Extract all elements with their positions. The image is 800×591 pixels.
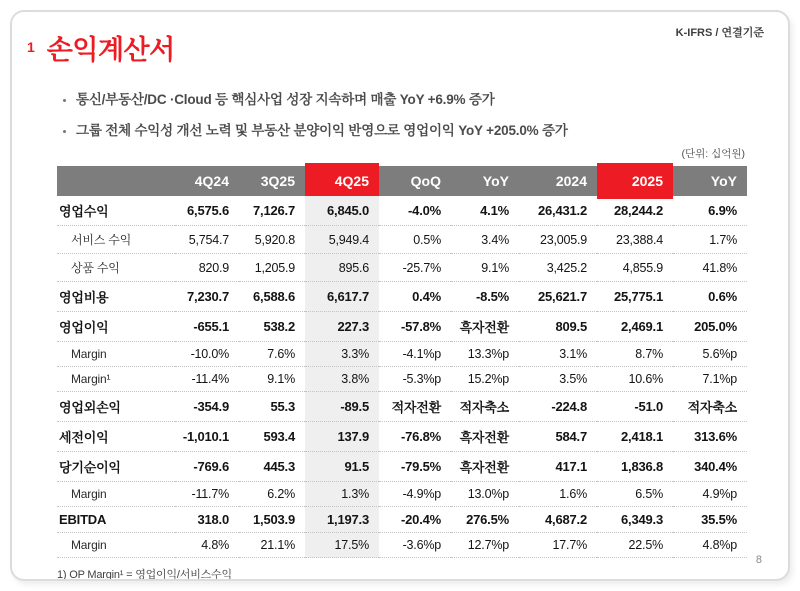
cell: -3.6%p (379, 533, 451, 558)
column-header: 4Q25 (305, 166, 379, 196)
column-header: 2024 (519, 166, 597, 196)
bullet-item: • 그룹 전체 수익성 개선 노력 및 부동산 분양이익 반영으로 영업이익 YoY +205.0% 증가 (76, 119, 748, 139)
cell: -79.5% (379, 452, 451, 482)
cell: 6,575.6 (175, 196, 239, 226)
cell: 445.3 (239, 452, 305, 482)
cell: 820.9 (175, 254, 239, 282)
page-number: 8 (755, 554, 762, 566)
cell: 809.5 (519, 312, 597, 342)
row-label: 당기순이익 (57, 452, 175, 482)
cell: 25,621.7 (519, 282, 597, 312)
cell: 6.9% (673, 196, 747, 226)
cell: 35.5% (673, 507, 747, 533)
table-row (57, 254, 747, 282)
cell: -89.5 (305, 392, 379, 422)
table-row (57, 282, 747, 312)
cell: -51.0 (597, 392, 673, 422)
table-row (57, 342, 747, 367)
cell: 4,687.2 (519, 507, 597, 533)
cell: 6,588.6 (239, 282, 305, 312)
cell: 7,126.7 (239, 196, 305, 226)
cell: 13.0%p (451, 482, 519, 507)
cell: 적자축소 (451, 392, 519, 422)
cell: 5,920.8 (239, 226, 305, 254)
cell: 4.9%p (673, 482, 747, 507)
cell: 1.3% (305, 482, 379, 507)
cell: 6.5% (597, 482, 673, 507)
row-label: 서비스 수익 (57, 226, 175, 254)
cell: -5.3%p (379, 367, 451, 392)
cell: 313.6% (673, 422, 747, 452)
row-label: 영업수익 (57, 196, 175, 226)
cell: 3.5% (519, 367, 597, 392)
cell: 538.2 (239, 312, 305, 342)
slide-number-badge: 1 (27, 39, 35, 55)
column-header: YoY (673, 166, 747, 196)
cell: 3.3% (305, 342, 379, 367)
cell: -8.5% (451, 282, 519, 312)
cell: 적자축소 (673, 392, 747, 422)
table-row (57, 533, 747, 558)
column-header: QoQ (379, 166, 451, 196)
cell: 17.5% (305, 533, 379, 558)
cell: 흑자전환 (451, 312, 519, 342)
table-row (57, 196, 747, 226)
column-header: 3Q25 (239, 166, 305, 196)
table-row (57, 312, 747, 342)
cell: -4.9%p (379, 482, 451, 507)
cell: 7,230.7 (175, 282, 239, 312)
cell: -4.1%p (379, 342, 451, 367)
cell: -11.7% (175, 482, 239, 507)
row-label: 영업이익 (57, 312, 175, 342)
cell: 13.3%p (451, 342, 519, 367)
cell: -76.8% (379, 422, 451, 452)
column-header: 4Q24 (175, 166, 239, 196)
cell: -57.8% (379, 312, 451, 342)
cell: 1,503.9 (239, 507, 305, 533)
row-label: 영업외손익 (57, 392, 175, 422)
cell: -1,010.1 (175, 422, 239, 452)
cell: 5.6%p (673, 342, 747, 367)
table-row (57, 226, 747, 254)
cell: 23,388.4 (597, 226, 673, 254)
cell: 흑자전환 (451, 452, 519, 482)
cell: 9.1% (451, 254, 519, 282)
table-header-row (57, 166, 747, 196)
row-label: 영업비용 (57, 282, 175, 312)
cell: -354.9 (175, 392, 239, 422)
cell: 417.1 (519, 452, 597, 482)
title-row (27, 36, 175, 66)
table-section (57, 146, 747, 581)
column-header: 2025 (597, 166, 673, 196)
cell: 3.8% (305, 367, 379, 392)
cell: 4,855.9 (597, 254, 673, 282)
cell: 276.5% (451, 507, 519, 533)
cell: -224.8 (519, 392, 597, 422)
row-label: Margin (57, 342, 175, 367)
cell: 584.7 (519, 422, 597, 452)
cell: 0.6% (673, 282, 747, 312)
cell: 6,349.3 (597, 507, 673, 533)
cell: 205.0% (673, 312, 747, 342)
row-label: EBITDA (57, 507, 175, 533)
cell: 28,244.2 (597, 196, 673, 226)
cell: 227.3 (305, 312, 379, 342)
cell: 1.6% (519, 482, 597, 507)
cell: 17.7% (519, 533, 597, 558)
cell: 41.8% (673, 254, 747, 282)
row-label-header (57, 166, 175, 196)
cell: 895.6 (305, 254, 379, 282)
cell: -769.6 (175, 452, 239, 482)
cell: 4.8%p (673, 533, 747, 558)
table-row (57, 452, 747, 482)
column-header: YoY (451, 166, 519, 196)
cell: 9.1% (239, 367, 305, 392)
cell: 10.6% (597, 367, 673, 392)
row-label: 세전이익 (57, 422, 175, 452)
table-row (57, 392, 747, 422)
accounting-standard-label: K-IFRS / 연결기준 (675, 27, 764, 39)
row-label: 상품 수익 (57, 254, 175, 282)
table-row (57, 367, 747, 392)
cell: 593.4 (239, 422, 305, 452)
cell: 12.7%p (451, 533, 519, 558)
cell: 7.6% (239, 342, 305, 367)
cell: 2,418.1 (597, 422, 673, 452)
income-statement-table (57, 166, 747, 558)
cell: 흑자전환 (451, 422, 519, 452)
cell: 5,949.4 (305, 226, 379, 254)
cell: 55.3 (239, 392, 305, 422)
cell: 4.1% (451, 196, 519, 226)
cell: 3,425.2 (519, 254, 597, 282)
cell: 7.1%p (673, 367, 747, 392)
cell: 21.1% (239, 533, 305, 558)
table-row (57, 422, 747, 452)
bullet-list (62, 88, 748, 150)
cell: 25,775.1 (597, 282, 673, 312)
cell: 1,836.8 (597, 452, 673, 482)
cell: 340.4% (673, 452, 747, 482)
table-row (57, 507, 747, 533)
cell: 0.4% (379, 282, 451, 312)
page-title: 손익계산서 (46, 35, 175, 65)
cell: -4.0% (379, 196, 451, 226)
cell: 5,754.7 (175, 226, 239, 254)
cell: 23,005.9 (519, 226, 597, 254)
row-label: Margin¹ (57, 367, 175, 392)
bullet-item: • 통신/부동산/DC ·Cloud 등 핵심사업 성장 지속하며 매출 YoY +6.9% 증가 (76, 88, 748, 108)
cell: 318.0 (175, 507, 239, 533)
cell: 3.1% (519, 342, 597, 367)
cell: -11.4% (175, 367, 239, 392)
footnote: 1) OP Margin¹ = 영업이익/서비스수익 (57, 569, 232, 581)
cell: 91.5 (305, 452, 379, 482)
cell: 2,469.1 (597, 312, 673, 342)
cell: -25.7% (379, 254, 451, 282)
row-label: Margin (57, 482, 175, 507)
cell: 22.5% (597, 533, 673, 558)
row-label: Margin (57, 533, 175, 558)
cell: 6,617.7 (305, 282, 379, 312)
cell: -655.1 (175, 312, 239, 342)
cell: 6.2% (239, 482, 305, 507)
cell: 1,197.3 (305, 507, 379, 533)
cell: 0.5% (379, 226, 451, 254)
unit-label: (단위: 십억원) (681, 148, 745, 160)
cell: 6,845.0 (305, 196, 379, 226)
cell: 3.4% (451, 226, 519, 254)
cell: 1,205.9 (239, 254, 305, 282)
cell: 8.7% (597, 342, 673, 367)
cell: 적자전환 (379, 392, 451, 422)
cell: -20.4% (379, 507, 451, 533)
slide-card (10, 10, 790, 581)
table-row (57, 482, 747, 507)
cell: 15.2%p (451, 367, 519, 392)
cell: 137.9 (305, 422, 379, 452)
cell: 4.8% (175, 533, 239, 558)
table-body (57, 196, 747, 558)
cell: 26,431.2 (519, 196, 597, 226)
cell: 1.7% (673, 226, 747, 254)
cell: -10.0% (175, 342, 239, 367)
